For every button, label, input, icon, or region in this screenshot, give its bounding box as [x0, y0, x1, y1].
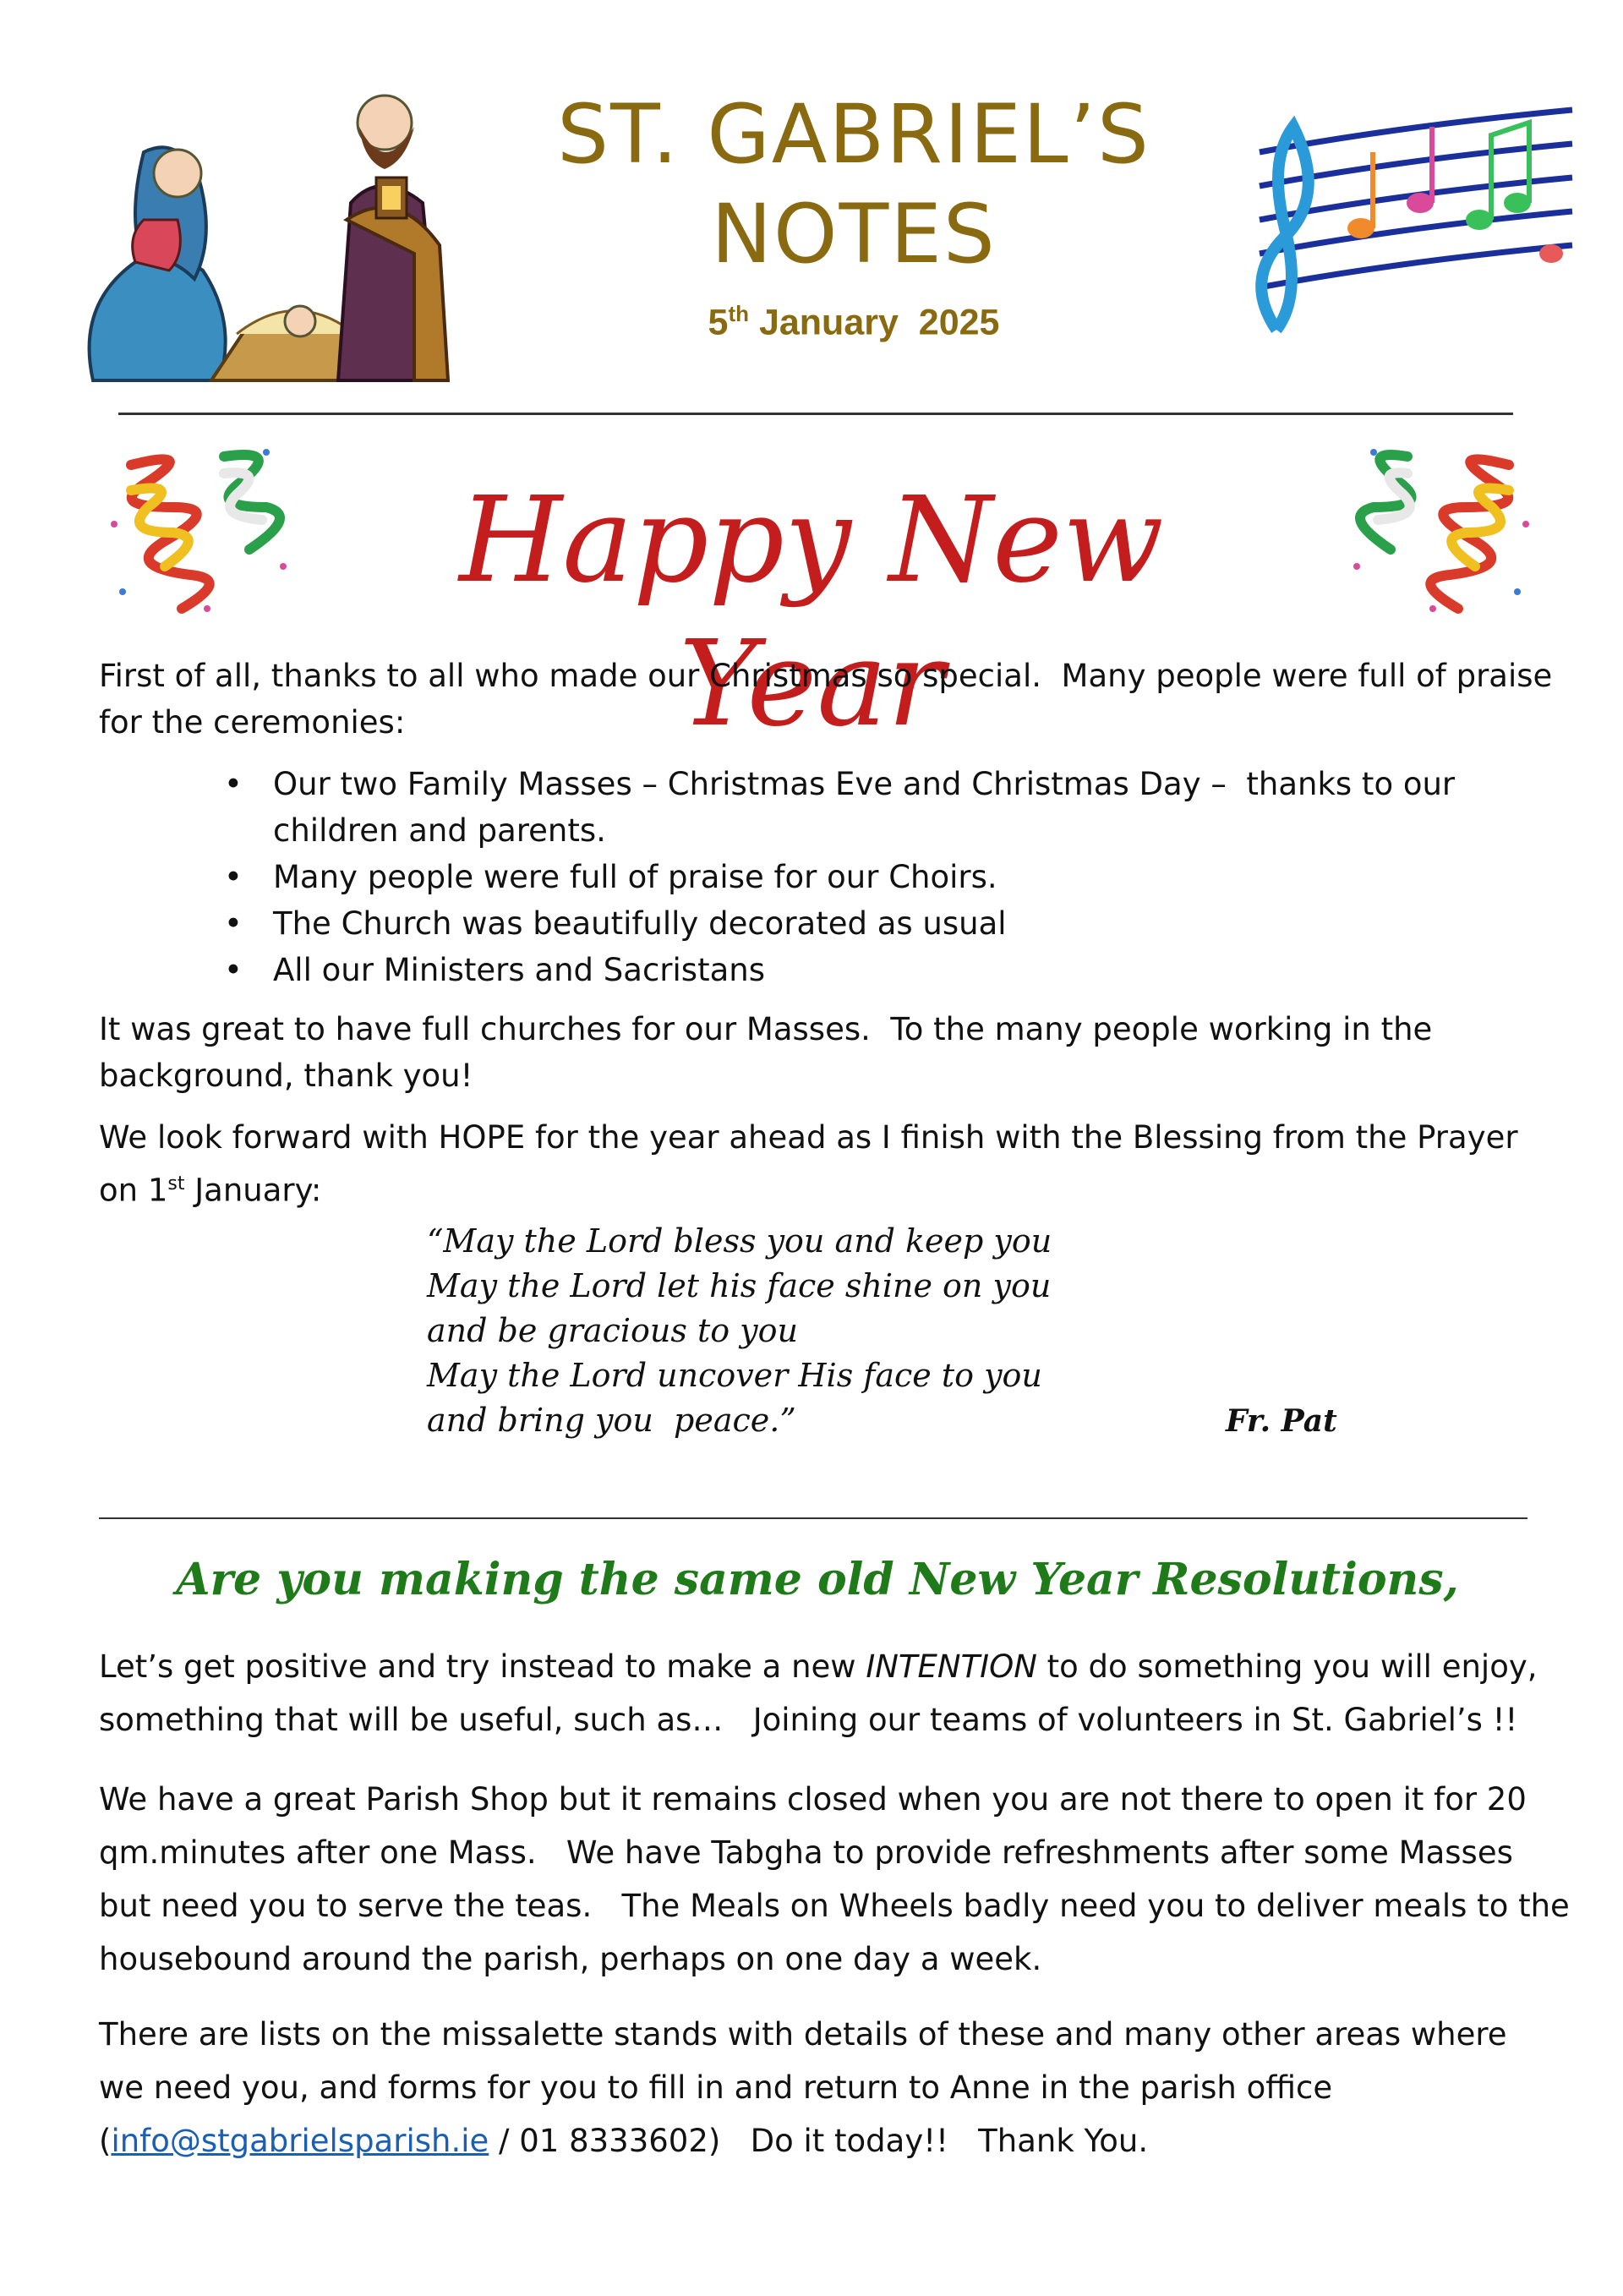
date-suffix: th [728, 301, 750, 326]
nativity-illustration [42, 51, 490, 389]
prayer-line: and bring you peace.” [427, 1402, 796, 1439]
prayer-line: May the Lord let his face shine on you [427, 1267, 1052, 1304]
prayer-line: May the Lord uncover His face to you [427, 1357, 1042, 1394]
paragraph-line: We have a great Parish Shop but it remains closed when you are not there to open it for 20 [99, 1781, 1527, 1818]
prayer-line: “May the Lord bless you and keep you [427, 1222, 1052, 1260]
text-span: to do something you will enjoy, [1036, 1648, 1538, 1685]
list-item-line: • All our Ministers and Sacristans [273, 952, 765, 988]
prayer-line: and be gracious to you [427, 1312, 798, 1349]
paragraph-line: qm.minutes after one Mass. We have Tabgha to provide refreshments after some Masses [99, 1834, 1513, 1871]
list-item [224, 900, 1492, 947]
intro-line-2: for the ceremonies: [99, 704, 406, 741]
paragraph-line: something that will be useful, such as… Joining our teams of volunteers in St. Gabriel’s !! [99, 1702, 1518, 1738]
paragraph-line: We look forward with HOPE for the year ahead as I finish with the Blessing from the Prayer [99, 1119, 1518, 1156]
list-item [224, 761, 1492, 854]
intention-emphasis: INTENTION [866, 1648, 1037, 1685]
happy-new-year-banner: Happy New Year [459, 472, 1164, 753]
paragraph-line: It was great to have full churches for our Masses. To the many people working in the [99, 1011, 1433, 1047]
intention-paragraph [99, 1640, 1544, 1747]
thanks-list [224, 761, 1492, 993]
confetti-streamers-right [1331, 440, 1543, 626]
blessing-prayer [427, 1219, 1188, 1443]
paragraph-line [99, 2114, 1544, 2168]
newsletter-title [473, 85, 1234, 284]
lists-paragraph [99, 2008, 1544, 2168]
issue-date [642, 301, 1065, 343]
intro-paragraph [99, 653, 1553, 746]
text-span: / 01 8333602) Do it today!! Thank You. [489, 2123, 1149, 2159]
paragraph-line: we need you, and forms for you to fill in and return to Anne in the parish office [99, 2069, 1333, 2106]
resolutions-heading: Are you making the same old New Year Resolutions, [176, 1554, 1459, 1605]
paragraph-line [99, 1640, 1544, 1693]
list-item [224, 947, 1492, 993]
date-day: 5 [708, 302, 729, 343]
signature: Fr. Pat [1226, 1403, 1337, 1439]
list-item-line: • Our two Family Masses – Christmas Eve and Christmas Day – thanks to our [273, 766, 1456, 802]
intro-line-1: First of all, thanks to all who made our Christmas so special. Many people were full of praise [99, 658, 1553, 694]
email-link[interactable]: info@stgabrielsparish.ie [111, 2123, 489, 2159]
date-month-year: January 2025 [749, 302, 1000, 343]
title-line-1: ST. GABRIEL’S [557, 87, 1150, 182]
list-item-line: • The Church was beautifully decorated as usual [273, 905, 1007, 942]
full-churches-paragraph [99, 1006, 1536, 1099]
date-text: on 1 [99, 1172, 168, 1209]
paragraph-line: housebound around the parish, perhaps on one day a week. [99, 1941, 1042, 1977]
section-divider [99, 1517, 1527, 1519]
list-item [224, 854, 1492, 900]
music-notes-illustration [1226, 93, 1581, 364]
volunteers-paragraph [99, 1773, 1570, 1986]
date-text: January: [184, 1172, 322, 1209]
list-item-line: • Many people were full of praise for our Choirs. [273, 859, 997, 895]
text-span: ( [99, 2123, 112, 2159]
paragraph-line: background, thank you! [99, 1058, 473, 1094]
header-divider [118, 413, 1513, 415]
paragraph-line [99, 1161, 1536, 1213]
date-suffix: st [167, 1173, 185, 1194]
list-item-line: children and parents. [273, 812, 606, 849]
paragraph-line: but need you to serve the teas. The Meals on Wheels badly need you to deliver meals to the [99, 1888, 1570, 1924]
confetti-streamers-left [97, 440, 309, 626]
paragraph-line: There are lists on the missalette stands with details of these and many other areas where [99, 2016, 1507, 2053]
hope-paragraph [99, 1114, 1536, 1213]
title-line-2: NOTES [711, 187, 997, 282]
text-span: Let’s get positive and try instead to make a new [99, 1648, 866, 1685]
